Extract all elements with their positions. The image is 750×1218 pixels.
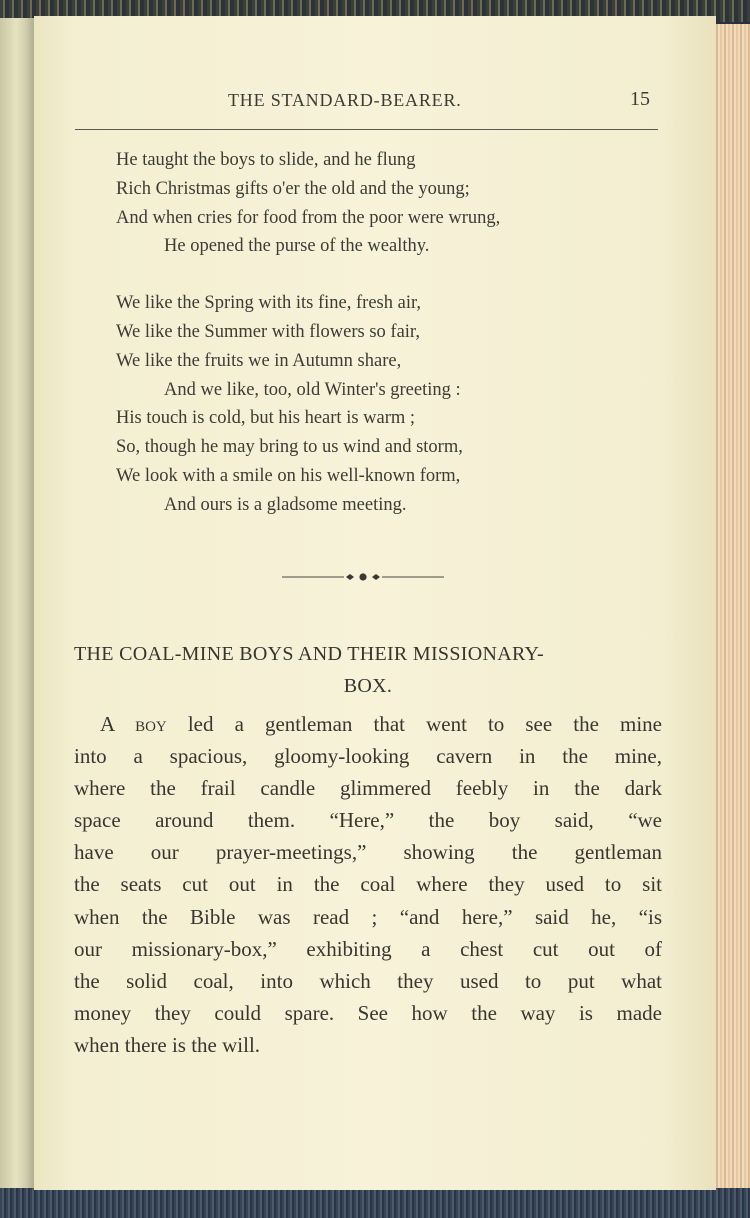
poem-line: His touch is cold, but his heart is warm ; [116,408,416,429]
body-line: have our prayer-meetings,” showing the gentleman [74,840,662,865]
poem-line: And we like, too, old Winter's greeting : [164,379,461,400]
running-header: THE STANDARD-BEARER. [228,90,462,110]
body-line: space around them. “Here,” the boy said, “we [74,808,662,833]
article-heading-line: THE COAL-MINE BOYS AND THEIR MISSIONARY- [74,643,544,665]
section-divider-ornament [282,569,444,585]
poem-line: He taught the boys to slide, and he flung [116,150,416,170]
body-line: when the Bible was read ; “and here,” said he, “is [74,904,662,929]
lead-smallcaps: boy [135,712,167,736]
body-line: into a spacious, gloomy-looking cavern in the mine, [74,744,662,769]
poem-line: And ours is a gladsome meeting. [164,494,407,515]
body-line: where the frail candle glimmered feebly in the dark [74,776,662,801]
page-stack-edge [712,24,750,1190]
header-rule [75,129,658,130]
poem-line: Rich Christmas gifts o'er the old and the young; [116,178,470,199]
poem-line: We like the Summer with flowers so fair, [116,321,420,342]
body-line [74,708,662,740]
poem-line: So, though he may bring to us wind and storm, [116,437,463,458]
article-heading-line: BOX. [343,675,393,697]
poem-line: We like the fruits we in Autumn share, [116,350,402,371]
poem-stanza [116,289,500,519]
article-body [74,708,662,1061]
poem-line: We look with a smile on his well-known form, [116,465,461,486]
body-line: the seats cut out in the coal where they used to sit [74,872,662,897]
poem-line: And when cries for food from the poor were wrung, [116,207,501,228]
facing-page-edge [0,18,36,1190]
article-heading [74,638,662,702]
body-line: our missionary-box,” exhibiting a chest cut out of [74,936,662,961]
binding-bottom-edge [0,1188,750,1218]
poem-line: He opened the purse of the wealthy. [164,236,430,257]
body-line-text: led a gentleman that went to see the mine [166,712,663,736]
poem-line: We like the Spring with its fine, fresh air, [116,293,422,314]
lead-word: A [100,712,115,736]
body-line: when there is the will. [74,1032,261,1057]
page-number: 15 [630,88,650,110]
body-line: money they could spare. See how the way is made [74,1000,662,1025]
body-line: the solid coal, into which they used to put what [74,968,662,993]
poem [116,146,500,548]
poem-stanza [116,146,500,261]
